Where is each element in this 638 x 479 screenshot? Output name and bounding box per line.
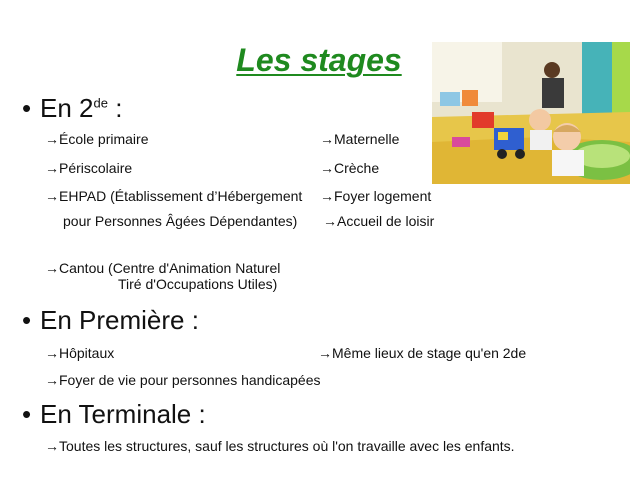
list-item: Tiré d'Occupations Utiles)	[118, 276, 278, 292]
list-item: →Crèche	[320, 160, 380, 176]
bullet-icon: •	[22, 93, 32, 123]
list-item: →Cantou (Centre d'Animation Naturel	[45, 260, 281, 276]
list-item: pour Personnes Âgées Dépendantes)	[63, 213, 298, 229]
list-item: →Toutes les structures, sauf les structures où l'on travaille avec les enfants.	[45, 438, 515, 454]
section-heading-seconde: • En 2de :	[22, 93, 123, 123]
list-item: →Hôpitaux	[45, 345, 115, 361]
list-item: →Foyer logement	[320, 188, 432, 204]
page-title: Les stages	[236, 42, 402, 78]
list-item: →Maternelle	[320, 131, 400, 147]
bullet-icon: •	[22, 399, 32, 429]
list-item: →Même lieux de stage qu'en 2de	[318, 345, 527, 361]
list-item: →Foyer de vie pour personnes handicapées	[45, 372, 321, 388]
list-item: →EHPAD (Établissement d’Hébergement	[45, 188, 303, 204]
bullet-icon: •	[22, 305, 32, 335]
section-heading-terminale: • En Terminale :	[22, 399, 206, 429]
list-item: →Accueil de loisir	[323, 213, 435, 229]
list-item: →Périscolaire	[45, 160, 133, 176]
section-heading-premiere: • En Première :	[22, 305, 199, 335]
list-item: →École primaire	[45, 131, 149, 147]
nursery-photo	[432, 42, 630, 184]
